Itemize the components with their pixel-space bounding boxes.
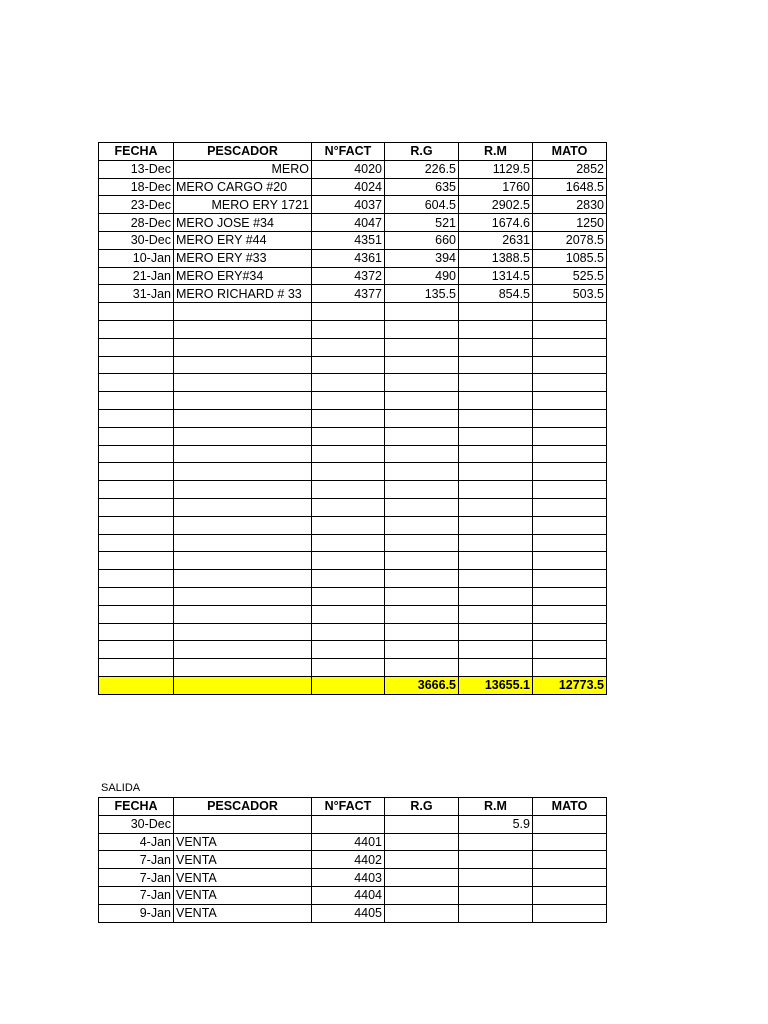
empty-row [99, 659, 607, 677]
table-row [99, 178, 607, 196]
cell-nfact[interactable]: 4351 [312, 231, 385, 249]
empty-row [99, 587, 607, 605]
cell-nfact[interactable]: 4401 [312, 833, 385, 851]
empty-cell[interactable] [533, 320, 607, 338]
cell-mato[interactable]: 503.5 [533, 285, 607, 303]
empty-cell[interactable] [312, 498, 385, 516]
cell-pescador[interactable]: VENTA [174, 904, 312, 922]
empty-row [99, 303, 607, 321]
empty-cell[interactable] [174, 463, 312, 481]
empty-row [99, 552, 607, 570]
empty-cell[interactable] [174, 552, 312, 570]
empty-row [99, 498, 607, 516]
cell-rm[interactable]: 5.9 [459, 815, 533, 833]
table-row [99, 160, 607, 178]
cell-mato[interactable] [533, 815, 607, 833]
cell-fecha[interactable]: 28-Dec [99, 214, 174, 232]
empty-cell[interactable] [459, 409, 533, 427]
cell-pescador[interactable]: VENTA [174, 869, 312, 887]
cell-nfact[interactable]: 4403 [312, 869, 385, 887]
empty-cell[interactable] [174, 392, 312, 410]
empty-cell[interactable] [99, 659, 174, 677]
empty-cell[interactable] [99, 516, 174, 534]
empty-cell[interactable] [99, 303, 174, 321]
empty-cell[interactable] [459, 498, 533, 516]
cell-fecha[interactable]: 18-Dec [99, 178, 174, 196]
entrada-table [98, 142, 607, 695]
empty-cell[interactable] [533, 427, 607, 445]
cell-rg[interactable]: 604.5 [385, 196, 459, 214]
table-row [99, 904, 607, 922]
cell-fecha[interactable]: 7-Jan [99, 851, 174, 869]
cell-rg[interactable]: 521 [385, 214, 459, 232]
header-rm: R.M [459, 143, 533, 161]
empty-row [99, 392, 607, 410]
empty-cell[interactable] [99, 498, 174, 516]
header-fecha: FECHA [99, 143, 174, 161]
empty-cell[interactable] [459, 641, 533, 659]
cell-pescador[interactable]: MERO [174, 160, 312, 178]
header-mato: MATO [533, 143, 607, 161]
empty-cell[interactable] [99, 623, 174, 641]
cell-mato[interactable]: 1648.5 [533, 178, 607, 196]
cell-nfact[interactable]: 4047 [312, 214, 385, 232]
cell-mato[interactable] [533, 851, 607, 869]
empty-cell[interactable] [459, 445, 533, 463]
empty-cell[interactable] [385, 498, 459, 516]
empty-cell[interactable] [459, 338, 533, 356]
cell-rm[interactable]: 2631 [459, 231, 533, 249]
empty-cell[interactable] [312, 356, 385, 374]
table-row [99, 214, 607, 232]
empty-row [99, 481, 607, 499]
cell-rg[interactable] [385, 815, 459, 833]
empty-cell[interactable] [312, 320, 385, 338]
empty-cell[interactable] [174, 623, 312, 641]
empty-cell[interactable] [533, 356, 607, 374]
empty-cell[interactable] [99, 605, 174, 623]
empty-cell[interactable] [385, 320, 459, 338]
empty-cell[interactable] [385, 534, 459, 552]
empty-row [99, 320, 607, 338]
header-pescador: PESCADOR [174, 143, 312, 161]
empty-cell[interactable] [174, 570, 312, 588]
empty-cell[interactable] [174, 641, 312, 659]
cell-rg[interactable]: 135.5 [385, 285, 459, 303]
empty-cell[interactable] [99, 463, 174, 481]
empty-cell[interactable] [99, 392, 174, 410]
cell-rm[interactable]: 1314.5 [459, 267, 533, 285]
empty-cell[interactable] [385, 392, 459, 410]
table-row [99, 285, 607, 303]
empty-cell[interactable] [99, 481, 174, 499]
header-fecha: FECHA [99, 798, 174, 816]
total-rg[interactable]: 3666.5 [385, 676, 459, 694]
empty-cell[interactable] [174, 498, 312, 516]
empty-cell[interactable] [174, 534, 312, 552]
cell-fecha[interactable]: 30-Dec [99, 231, 174, 249]
cell-rm[interactable]: 1674.6 [459, 214, 533, 232]
empty-cell[interactable] [533, 587, 607, 605]
empty-cell[interactable] [533, 445, 607, 463]
cell-pescador[interactable]: MERO ERY 1721 [174, 196, 312, 214]
empty-cell[interactable] [459, 427, 533, 445]
cell-rg[interactable] [385, 869, 459, 887]
empty-cell[interactable] [99, 409, 174, 427]
empty-cell[interactable] [533, 623, 607, 641]
cell-fecha[interactable]: 30-Dec [99, 815, 174, 833]
empty-cell[interactable] [385, 409, 459, 427]
empty-cell[interactable] [459, 303, 533, 321]
header-nfact: N°FACT [312, 143, 385, 161]
empty-cell[interactable] [385, 623, 459, 641]
empty-cell[interactable] [99, 570, 174, 588]
header-row [99, 798, 607, 816]
empty-cell[interactable] [533, 659, 607, 677]
header-row [99, 143, 607, 161]
cell-pescador[interactable]: VENTA [174, 851, 312, 869]
cell-mato[interactable]: 2078.5 [533, 231, 607, 249]
empty-cell[interactable] [312, 427, 385, 445]
cell-fecha[interactable]: 7-Jan [99, 869, 174, 887]
cell-mato[interactable] [533, 833, 607, 851]
cell-nfact[interactable]: 4372 [312, 267, 385, 285]
empty-cell[interactable] [459, 356, 533, 374]
salida-table [98, 797, 607, 923]
table-row [99, 815, 607, 833]
empty-cell[interactable] [533, 409, 607, 427]
table-row [99, 833, 607, 851]
table-row [99, 267, 607, 285]
empty-cell[interactable] [533, 392, 607, 410]
cell-rg[interactable] [385, 904, 459, 922]
empty-cell[interactable] [174, 659, 312, 677]
empty-row [99, 641, 607, 659]
empty-cell[interactable] [385, 303, 459, 321]
header-nfact: N°FACT [312, 798, 385, 816]
empty-cell[interactable] [533, 374, 607, 392]
empty-cell[interactable] [174, 445, 312, 463]
header-mato: MATO [533, 798, 607, 816]
cell-mato[interactable] [533, 869, 607, 887]
cell-rm[interactable] [459, 833, 533, 851]
empty-cell[interactable] [385, 356, 459, 374]
empty-cell[interactable] [459, 534, 533, 552]
empty-row [99, 516, 607, 534]
empty-cell[interactable] [312, 659, 385, 677]
cell-mato[interactable] [533, 886, 607, 904]
empty-cell[interactable] [385, 659, 459, 677]
cell-rm[interactable] [459, 904, 533, 922]
cell-nfact[interactable]: 4037 [312, 196, 385, 214]
total-empty-cell[interactable] [99, 676, 174, 694]
cell-fecha[interactable]: 4-Jan [99, 833, 174, 851]
cell-pescador[interactable] [174, 815, 312, 833]
empty-cell[interactable] [533, 534, 607, 552]
empty-cell[interactable] [459, 587, 533, 605]
cell-rm[interactable] [459, 851, 533, 869]
empty-row [99, 445, 607, 463]
empty-cell[interactable] [99, 445, 174, 463]
cell-rg[interactable]: 635 [385, 178, 459, 196]
empty-row [99, 374, 607, 392]
empty-cell[interactable] [533, 641, 607, 659]
empty-cell[interactable] [533, 481, 607, 499]
empty-cell[interactable] [459, 605, 533, 623]
total-empty-cell[interactable] [174, 676, 312, 694]
empty-cell[interactable] [312, 338, 385, 356]
cell-rm[interactable]: 854.5 [459, 285, 533, 303]
empty-cell[interactable] [533, 463, 607, 481]
cell-rg[interactable] [385, 833, 459, 851]
empty-cell[interactable] [174, 587, 312, 605]
cell-pescador[interactable]: VENTA [174, 886, 312, 904]
cell-rg[interactable]: 660 [385, 231, 459, 249]
total-empty-cell[interactable] [312, 676, 385, 694]
empty-cell[interactable] [174, 481, 312, 499]
cell-mato[interactable]: 1085.5 [533, 249, 607, 267]
total-rm[interactable]: 13655.1 [459, 676, 533, 694]
empty-cell[interactable] [99, 356, 174, 374]
totals-row [99, 676, 607, 694]
cell-fecha[interactable]: 23-Dec [99, 196, 174, 214]
empty-cell[interactable] [312, 587, 385, 605]
empty-cell[interactable] [312, 392, 385, 410]
empty-cell[interactable] [533, 498, 607, 516]
cell-mato[interactable]: 2830 [533, 196, 607, 214]
empty-row [99, 570, 607, 588]
empty-cell[interactable] [174, 409, 312, 427]
empty-cell[interactable] [174, 338, 312, 356]
empty-cell[interactable] [459, 659, 533, 677]
empty-cell[interactable] [312, 623, 385, 641]
empty-cell[interactable] [99, 587, 174, 605]
cell-nfact[interactable]: 4377 [312, 285, 385, 303]
table-row [99, 851, 607, 869]
cell-fecha[interactable]: 21-Jan [99, 267, 174, 285]
empty-cell[interactable] [99, 641, 174, 659]
empty-cell[interactable] [99, 427, 174, 445]
empty-cell[interactable] [533, 516, 607, 534]
table-row [99, 196, 607, 214]
empty-row [99, 534, 607, 552]
cell-pescador[interactable]: MERO ERY #44 [174, 231, 312, 249]
empty-cell[interactable] [312, 516, 385, 534]
cell-fecha[interactable]: 10-Jan [99, 249, 174, 267]
cell-nfact[interactable]: 4020 [312, 160, 385, 178]
cell-pescador[interactable]: MERO ERY #33 [174, 249, 312, 267]
empty-cell[interactable] [312, 552, 385, 570]
empty-row [99, 356, 607, 374]
cell-nfact[interactable]: 4361 [312, 249, 385, 267]
cell-fecha[interactable]: 13-Dec [99, 160, 174, 178]
empty-cell[interactable] [312, 445, 385, 463]
cell-mato[interactable]: 2852 [533, 160, 607, 178]
cell-pescador[interactable]: MERO JOSE #34 [174, 214, 312, 232]
cell-mato[interactable] [533, 904, 607, 922]
cell-fecha[interactable]: 7-Jan [99, 886, 174, 904]
empty-cell[interactable] [533, 338, 607, 356]
cell-fecha[interactable]: 31-Jan [99, 285, 174, 303]
header-rg: R.G [385, 143, 459, 161]
cell-pescador[interactable]: MERO ERY#34 [174, 267, 312, 285]
empty-cell[interactable] [459, 320, 533, 338]
table-row [99, 869, 607, 887]
empty-row [99, 338, 607, 356]
empty-cell[interactable] [459, 623, 533, 641]
empty-cell[interactable] [312, 374, 385, 392]
cell-rm[interactable] [459, 886, 533, 904]
salida-label: SALIDA [101, 782, 141, 794]
cell-nfact[interactable] [312, 815, 385, 833]
empty-cell[interactable] [99, 552, 174, 570]
empty-cell[interactable] [533, 303, 607, 321]
empty-cell[interactable] [99, 320, 174, 338]
empty-cell[interactable] [385, 338, 459, 356]
empty-cell[interactable] [312, 409, 385, 427]
empty-cell[interactable] [459, 463, 533, 481]
empty-cell[interactable] [99, 338, 174, 356]
empty-cell[interactable] [385, 445, 459, 463]
empty-row [99, 463, 607, 481]
cell-nfact[interactable]: 4024 [312, 178, 385, 196]
empty-cell[interactable] [533, 570, 607, 588]
empty-cell[interactable] [174, 605, 312, 623]
cell-mato[interactable]: 525.5 [533, 267, 607, 285]
empty-cell[interactable] [99, 374, 174, 392]
empty-cell[interactable] [312, 641, 385, 659]
empty-cell[interactable] [385, 481, 459, 499]
header-pescador: PESCADOR [174, 798, 312, 816]
table-row [99, 231, 607, 249]
empty-row [99, 427, 607, 445]
cell-rg[interactable] [385, 851, 459, 869]
empty-cell[interactable] [385, 516, 459, 534]
empty-cell[interactable] [174, 356, 312, 374]
empty-cell[interactable] [174, 374, 312, 392]
empty-cell[interactable] [459, 392, 533, 410]
empty-cell[interactable] [99, 534, 174, 552]
empty-row [99, 605, 607, 623]
empty-cell[interactable] [312, 481, 385, 499]
empty-cell[interactable] [385, 641, 459, 659]
cell-mato[interactable]: 1250 [533, 214, 607, 232]
empty-cell[interactable] [459, 552, 533, 570]
empty-row [99, 623, 607, 641]
cell-pescador[interactable]: MERO RICHARD # 33 [174, 285, 312, 303]
cell-rm[interactable]: 1760 [459, 178, 533, 196]
empty-cell[interactable] [312, 534, 385, 552]
empty-cell[interactable] [312, 463, 385, 481]
empty-cell[interactable] [174, 303, 312, 321]
table-row [99, 886, 607, 904]
empty-cell[interactable] [385, 374, 459, 392]
empty-cell[interactable] [312, 605, 385, 623]
empty-cell[interactable] [385, 463, 459, 481]
cell-rm[interactable] [459, 869, 533, 887]
cell-pescador[interactable]: VENTA [174, 833, 312, 851]
cell-rg[interactable]: 490 [385, 267, 459, 285]
empty-cell[interactable] [459, 481, 533, 499]
empty-cell[interactable] [459, 374, 533, 392]
empty-cell[interactable] [174, 320, 312, 338]
cell-rg[interactable]: 394 [385, 249, 459, 267]
cell-nfact[interactable]: 4404 [312, 886, 385, 904]
cell-rg[interactable] [385, 886, 459, 904]
cell-rm[interactable]: 2902.5 [459, 196, 533, 214]
header-rm: R.M [459, 798, 533, 816]
header-rg: R.G [385, 798, 459, 816]
empty-cell[interactable] [385, 427, 459, 445]
cell-rg[interactable]: 226.5 [385, 160, 459, 178]
cell-nfact[interactable]: 4402 [312, 851, 385, 869]
empty-cell[interactable] [174, 427, 312, 445]
empty-cell[interactable] [312, 303, 385, 321]
empty-cell[interactable] [312, 570, 385, 588]
cell-nfact[interactable]: 4405 [312, 904, 385, 922]
empty-cell[interactable] [533, 552, 607, 570]
empty-cell[interactable] [459, 570, 533, 588]
cell-pescador[interactable]: MERO CARGO #20 [174, 178, 312, 196]
empty-cell[interactable] [533, 605, 607, 623]
empty-cell[interactable] [385, 605, 459, 623]
table-row [99, 249, 607, 267]
empty-cell[interactable] [385, 552, 459, 570]
empty-cell[interactable] [385, 587, 459, 605]
total-mato[interactable]: 12773.5 [533, 676, 607, 694]
cell-rm[interactable]: 1388.5 [459, 249, 533, 267]
empty-cell[interactable] [174, 516, 312, 534]
cell-fecha[interactable]: 9-Jan [99, 904, 174, 922]
empty-cell[interactable] [385, 570, 459, 588]
cell-rm[interactable]: 1129.5 [459, 160, 533, 178]
empty-cell[interactable] [459, 516, 533, 534]
empty-row [99, 409, 607, 427]
